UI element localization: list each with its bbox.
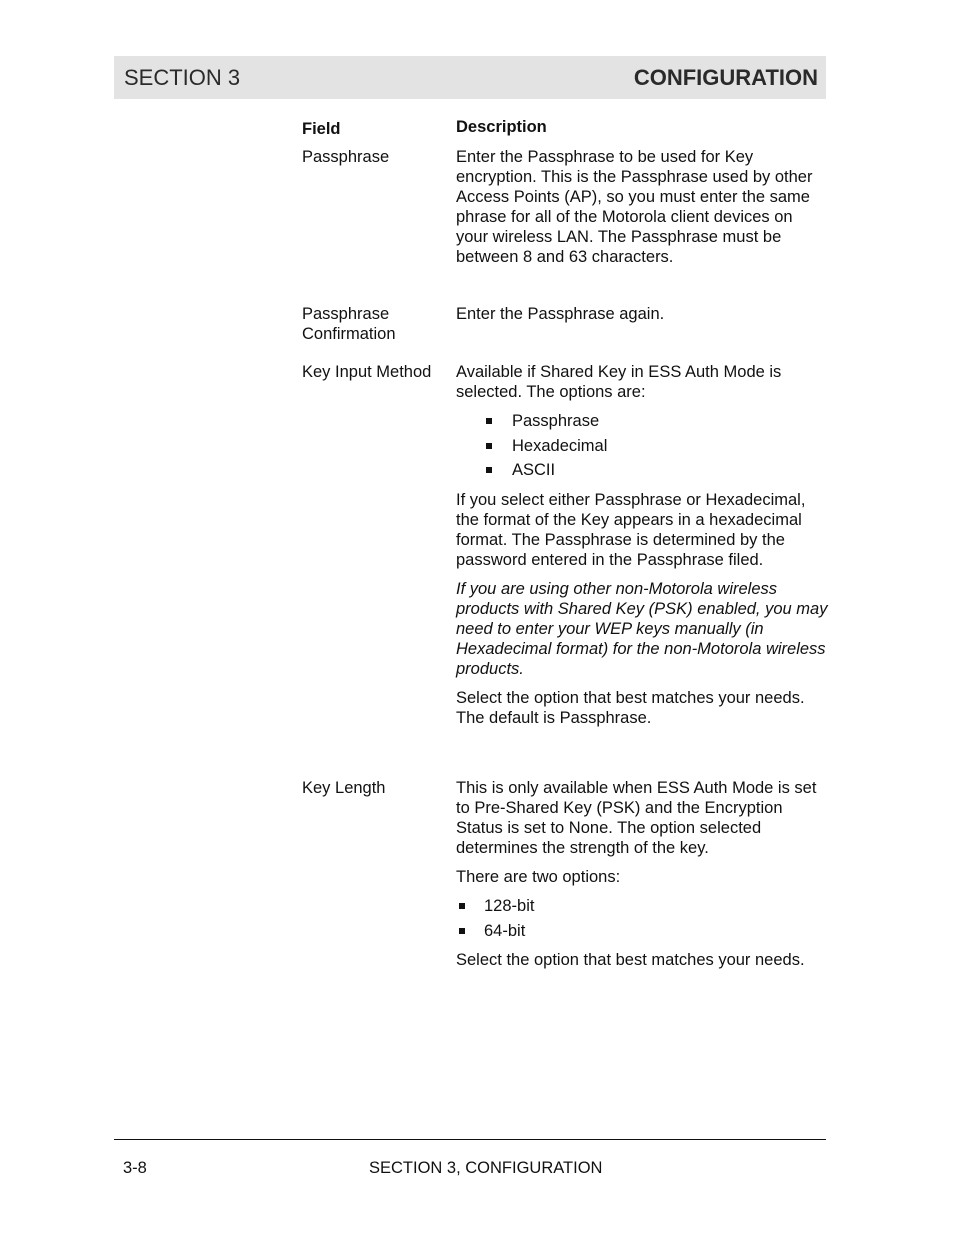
note-text: If you are using other non-Motorola wireless products with Shared Key (PSK) enabled, you may need to enter your WEP keys manually (in Hexadecimal format) for the non-Motorola wireless products. [456,579,828,678]
column-header-description: Description [456,118,547,136]
field-name: Key Input Method [302,363,432,381]
option-list [456,896,828,945]
section-header [114,56,826,99]
footer-title: SECTION 3, CONFIGURATION [369,1159,603,1177]
bullet-icon [486,443,492,449]
list-item: Passphrase [456,411,828,436]
bullet-icon [486,467,492,473]
list-item: Hexadecimal [456,436,828,461]
column-header-field: Field [302,120,341,138]
section-label: SECTION 3 [124,65,241,90]
list-item: 64-bit [456,921,828,946]
field-description: Enter the Passphrase to be used for Key encryption. This is the Passphrase used by other Access Points (AP), so you must enter the same phrase for all of the Motorola client devices on your wireless LAN. The Passphrase must be between 8 and 63 characters. [456,148,813,266]
table-header-row [302,117,832,147]
table-row-key-input-method [302,362,832,778]
default-text: Select the option that best matches your needs. The default is Passphrase. [456,688,805,727]
field-description: This is only available when ESS Auth Mode is set to Pre-Shared Key (PSK) and the Encryption Status is set to None. The option selected determines the strength of the key. [456,779,817,857]
bullet-icon [486,418,492,424]
option-list [456,411,828,485]
field-name: Passphrase Confirmation [302,305,396,343]
field-name: Key Length [302,779,386,797]
footer-divider [114,1139,826,1140]
list-item: ASCII [456,460,828,485]
section-title: CONFIGURATION [633,65,818,90]
options-intro: There are two options: [456,868,621,886]
page-number: 3-8 [123,1159,147,1177]
table-row-passphrase-confirmation [302,304,832,362]
list-item: 128-bit [456,896,828,921]
field-name: Passphrase [302,148,390,166]
table-row-key-length [302,778,832,970]
table-row-passphrase [302,147,832,304]
bullet-icon [459,903,465,909]
field-description: Available if Shared Key in ESS Auth Mode is selected. The options are: [456,363,782,401]
field-description-table [302,117,832,979]
default-text: Select the option that best matches your needs. [456,951,805,969]
bullet-icon [459,928,465,934]
field-description: Enter the Passphrase again. [456,305,665,323]
format-description: If you select either Passphrase or Hexadecimal, the format of the Key appears in a hexadecimal format. The Passphrase is determined by the password entered in the Passphrase filed. [456,490,806,569]
